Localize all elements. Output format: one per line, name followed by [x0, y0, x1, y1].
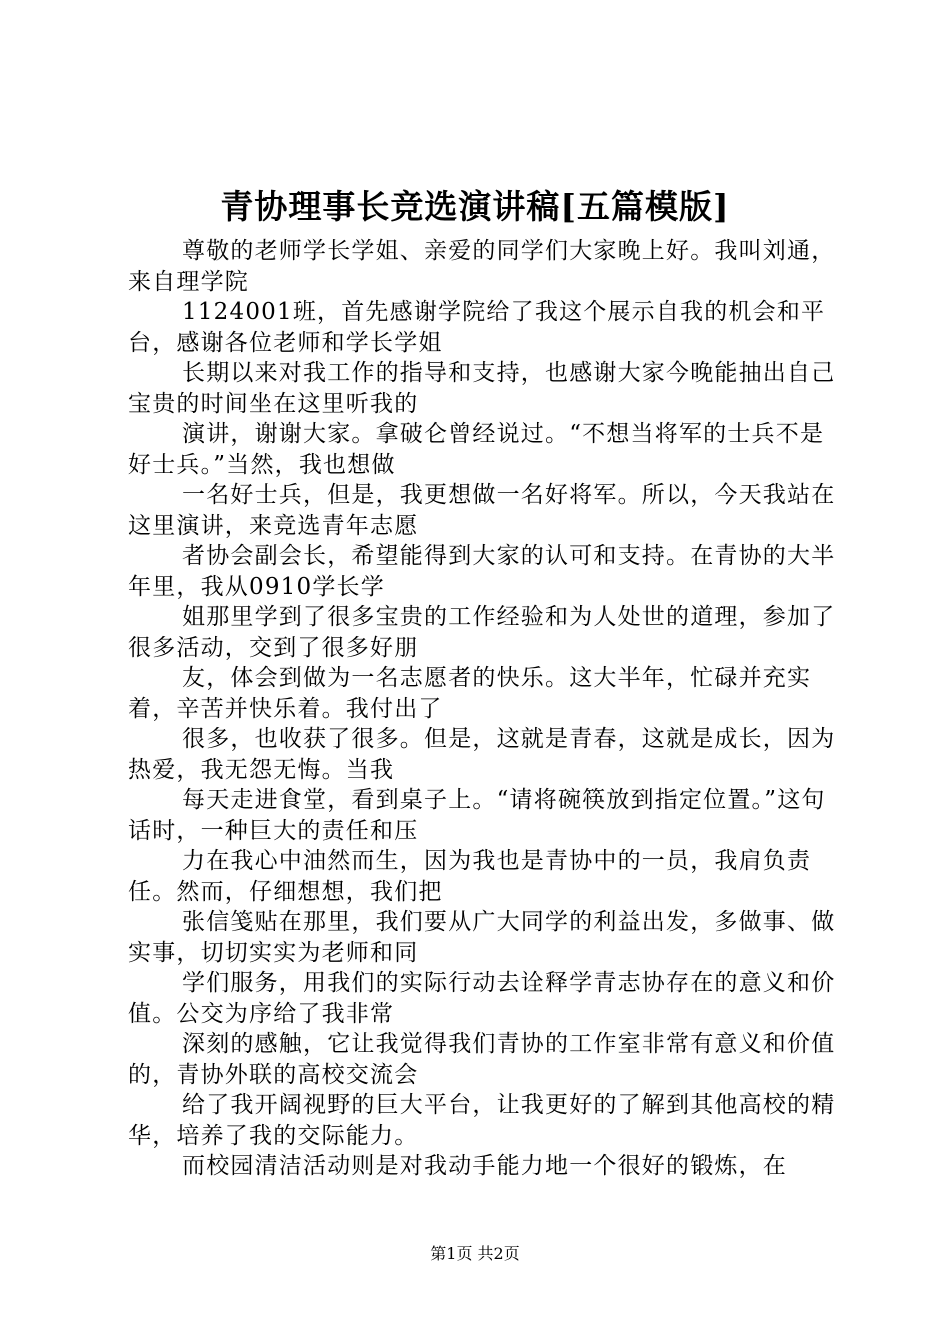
- paragraph: 长期以来对我工作的指导和支持，也感谢大家今晚能抽出自己宝贵的时间坐在这里听我的: [128, 360, 836, 417]
- paragraph: 一名好士兵，但是，我更想做一名好将军。所以，今天我站在这里演讲，来竞选青年志愿: [128, 482, 836, 539]
- document-title: 青协理事长竞选演讲稿[五篇模版]: [220, 187, 730, 226]
- paragraph: 友，体会到做为一名志愿者的快乐。这大半年，忙碌并充实着，辛苦并快乐着。我付出了: [128, 665, 812, 722]
- document-body: [128, 236, 838, 1182]
- paragraph: 每天走进食堂，看到桌子上。“请将碗筷放到指定位置。”这句话时，一种巨大的责任和压: [128, 787, 826, 844]
- paragraph: 学们服务，用我们的实际行动去诠释学青志协存在的意义和价值。公交为序给了我非常: [128, 970, 836, 1027]
- paragraph: 1124001班，首先感谢学院给了我这个展示自我的机会和平台，感谢各位老师和学长学姐: [128, 299, 826, 356]
- paragraph: 而校园清洁活动则是对我动手能力地一个很好的锻炼，在: [182, 1153, 787, 1179]
- paragraph: 给了我开阔视野的巨大平台，让我更好的了解到其他高校的精华，培养了我的交际能力。: [128, 1092, 836, 1149]
- paragraph: 尊敬的老师学长学姐、亲爱的同学们大家晚上好。我叫刘通，来自理学院: [128, 238, 836, 295]
- paragraph: 演讲，谢谢大家。拿破仑曾经说过。“不想当将军的士兵不是好士兵。”当然，我也想做: [128, 421, 825, 478]
- paragraph: 很多，也收获了很多。但是，这就是青春，这就是成长，因为热爱，我无怨无悔。当我: [128, 726, 836, 783]
- paragraph: 深刻的感触，它让我觉得我们青协的工作室非常有意义和价值的，青协外联的高校交流会: [128, 1031, 836, 1088]
- page-footer: 第1页 共2页: [430, 1244, 520, 1263]
- paragraph: 张信笺贴在那里，我们要从广大同学的利益出发，多做事、做实事，切切实实为老师和同: [128, 909, 836, 966]
- paragraph: 姐那里学到了很多宝贵的工作经验和为人处世的道理，参加了很多活动，交到了很多好朋: [128, 604, 836, 661]
- paragraph: 者协会副会长，希望能得到大家的认可和支持。在青协的大半年里，我从0910学长学: [128, 543, 836, 600]
- paragraph: 力在我心中油然而生，因为我也是青协中的一员，我肩负责任。然而，仔细想想，我们把: [128, 848, 812, 905]
